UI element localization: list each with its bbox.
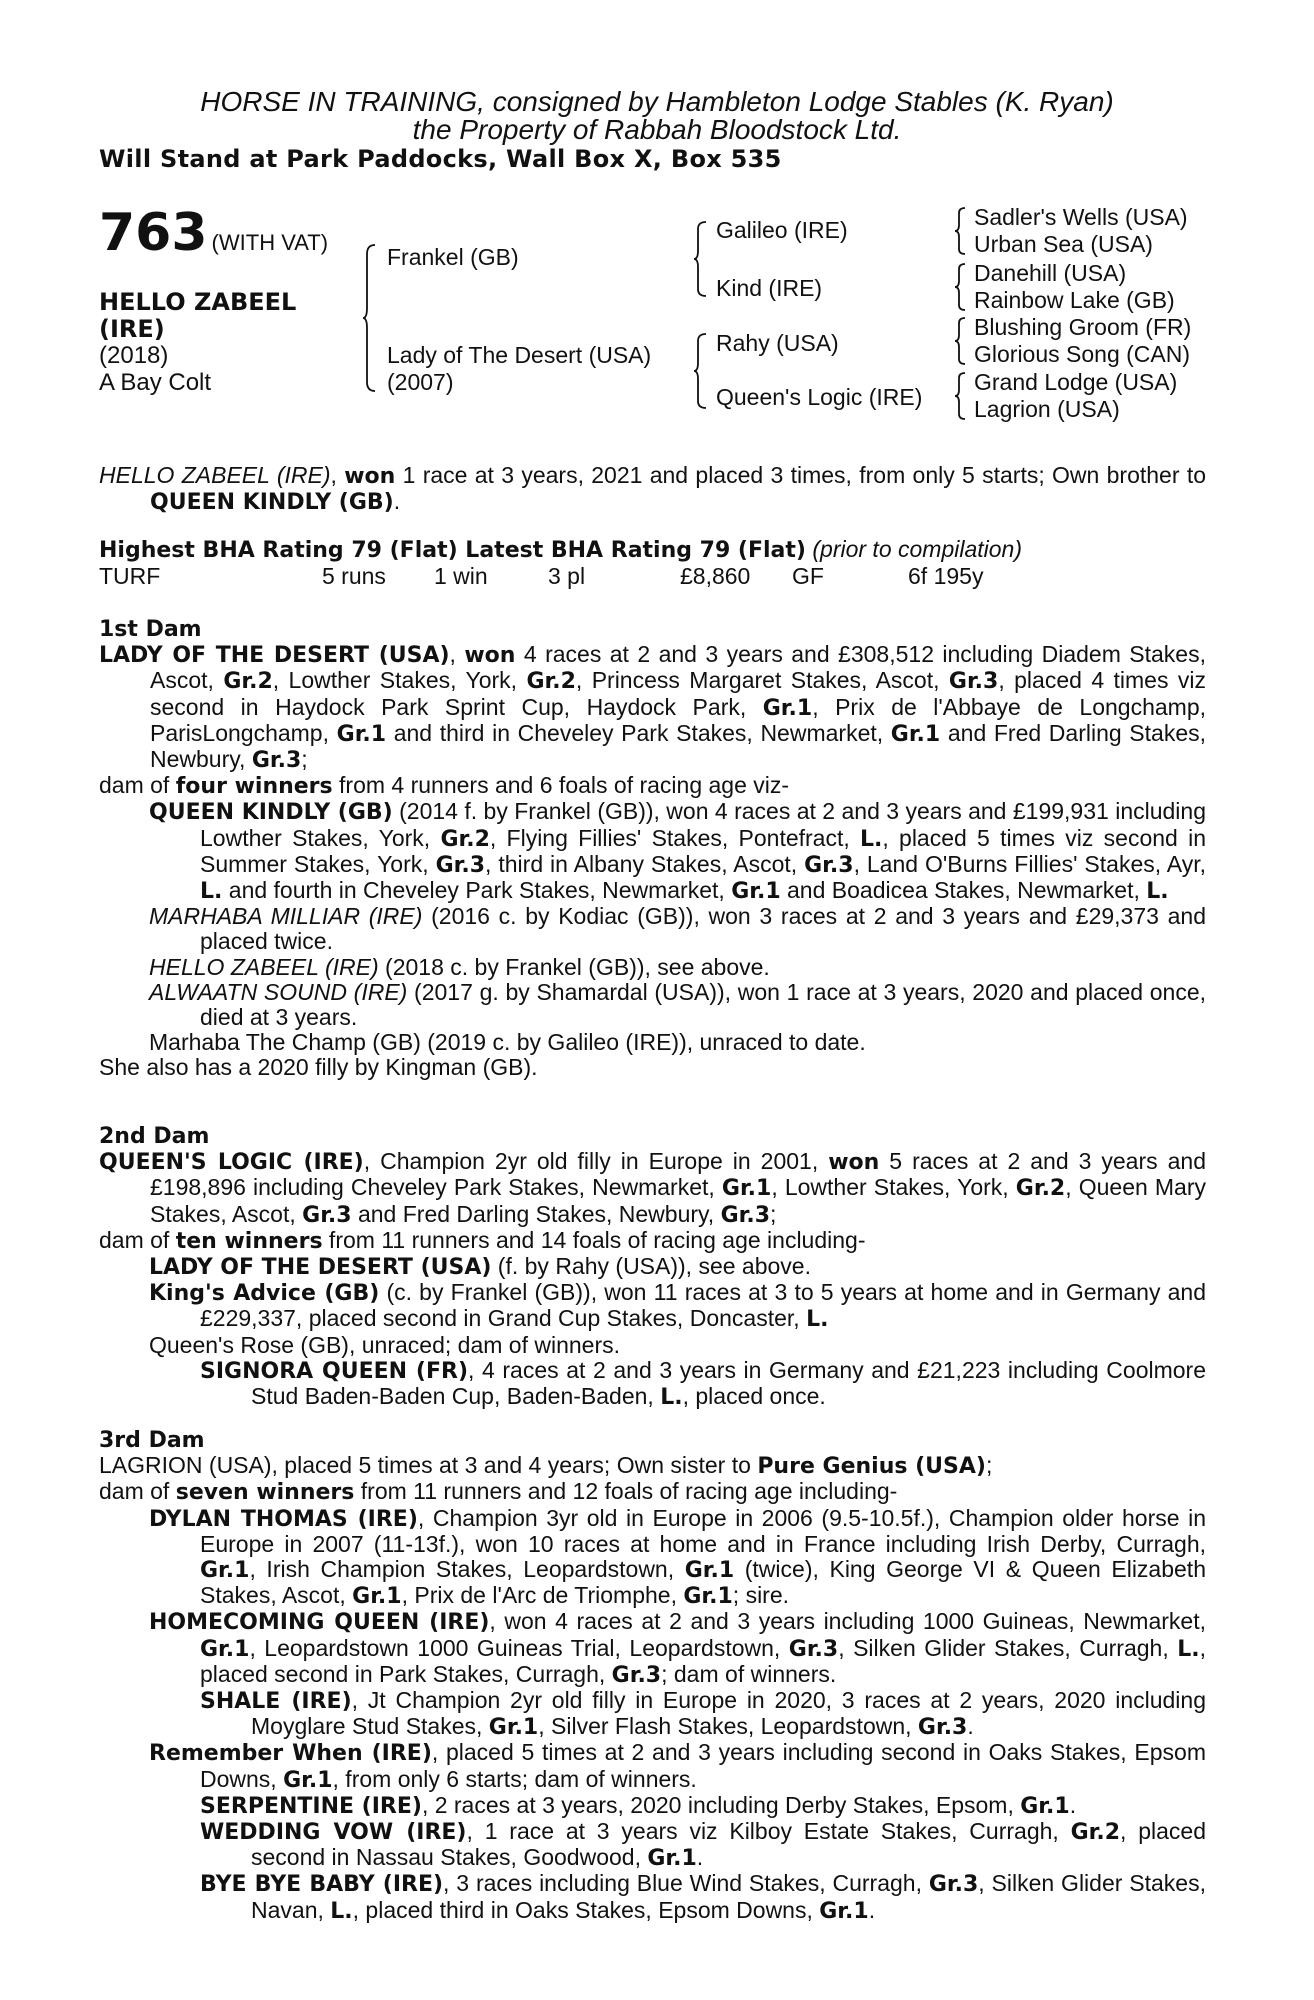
third-dam-record: LAGRION (USA), placed 5 times at 3 and 4 years; Own sister to Pure Genius (USA); [99, 1452, 993, 1480]
produce-shale: SHALE (IRE), Jt Champion 2yr old filly in Europe in 2020, 3 races at 2 years, 2020 including Moyglare Stud Stakes, Gr.1, Silver Flash Stakes, Leopardstown, Gr.3. [200, 1687, 1206, 1741]
vat-note: (WITH VAT) [211, 230, 329, 255]
rating-line: Highest BHA Rating 79 (Flat) Latest BHA Rating 79 (Flat) (prior to compilation) [99, 536, 1023, 563]
pedigree-g5: Blushing Groom (FR) [974, 314, 1192, 340]
first-dam-section [99, 617, 1206, 1081]
pedigree-g7: Grand Lodge (USA) [974, 369, 1178, 395]
pedigree-g1: Sadler's Wells (USA) [974, 204, 1188, 230]
horse-description: A Bay Colt [99, 369, 212, 396]
produce-queens-rose: Queen's Rose (GB), unraced; dam of winners. [149, 1331, 620, 1358]
produce-hello-zabeel: HELLO ZABEEL (IRE) (2018 c. by Frankel (GB)), see above. [149, 953, 770, 980]
summary-section [99, 463, 1206, 515]
stand-location: Will Stand at Park Paddocks, Wall Box X, Box 535 [99, 145, 782, 173]
pedigree-brace-dam [693, 333, 707, 409]
produce-queen-kindly: QUEEN KINDLY (GB) (2014 f. by Frankel (GB)), won 4 races at 2 and 3 years and £199,931 including Lowther Stakes, York, Gr.2, Flying Fillies' Stakes, Pontefract, L., placed 5 times viz second in Summer Stakes, York, Gr.3, third in Albany Stakes, Ascot, Gr.3, Land O'Burns Fillies' Stakes, Ayr, L. and fourth in Cheveley Park Stakes, Newmarket, Gr.1 and Boadicea Stakes, Newmarket, L. [149, 798, 1207, 905]
pedigree-sire: Frankel (GB) [387, 244, 519, 270]
race-wins: 1 win [434, 563, 488, 589]
produce-remember-when: Remember When (IRE), placed 5 times at 2 and 3 years including second in Oaks Stakes, Epsom Downs, Gr.1, from only 6 starts; dam of winners. [149, 1739, 1206, 1793]
summary-text: HELLO ZABEEL (IRE), won 1 race at 3 years, 2021 and placed 3 times, from only 5 starts; Own brother to QUEEN KINDLY (GB). [99, 462, 1206, 516]
second-dam-section [99, 1124, 1206, 1410]
produce-signora-queen: SIGNORA QUEEN (FR), 4 races at 2 and 3 years in Germany and £21,223 including Coolmore Stud Baden-Baden Cup, Baden-Baden, L., placed once. [200, 1356, 1206, 1411]
consignor-line: HORSE IN TRAINING, consigned by Hambleton Lodge Stables (K. Ryan) [200, 86, 1114, 117]
horse-year: (2018) [99, 342, 169, 369]
produce-lady-of-the-desert: LADY OF THE DESERT (USA) (f. by Rahy (USA)), see above. [149, 1253, 811, 1281]
pedigree-brace-g2 [954, 263, 966, 311]
race-placed: 3 pl [548, 563, 586, 589]
third-dam-section [99, 1428, 1206, 1924]
produce-bye-bye-baby: BYE BYE BABY (IRE), 3 races including Blue Wind Stakes, Curragh, Gr.3, Silken Glider Stakes, Navan, L., placed third in Oaks Stakes, Epsom Downs, Gr.1. [200, 1870, 1206, 1924]
first-dam-heading: 1st Dam [99, 617, 202, 642]
produce-kings-advice: King's Advice (GB) (c. by Frankel (GB)), won 11 races at 3 to 5 years at home and in Germany and £229,337, placed second in Grand Cup Stakes, Doncaster, L. [149, 1279, 1207, 1333]
pedigree-brace-g1 [954, 207, 966, 255]
race-going: GF [792, 563, 824, 589]
pedigree-g8: Lagrion (USA) [974, 396, 1120, 422]
first-dam-record: LADY OF THE DESERT (USA), won 4 races at 2 and 3 years and £308,512 including Diadem Stakes, Ascot, Gr.2, Lowther Stakes, York, Gr.2, Princess Margaret Stakes, Ascot, Gr.3, placed 4 times viz second in Haydock Park Sprint Cup, Haydock Park, Gr.1, Prix de l'Abbaye de Longchamp, ParisLongchamp, Gr.1 and third in Cheveley Park Stakes, Newmarket, Gr.1 and Fred Darling Stakes, Newbury, Gr.3; [99, 641, 1207, 774]
produce-wedding-vow: WEDDING VOW (IRE), 1 race at 3 years viz Kilboy Estate Stakes, Curragh, Gr.2, placed second in Nassau Stakes, Goodwood, Gr.1. [200, 1818, 1207, 1872]
property-line: the Property of Rabbah Bloodstock Ltd. [412, 114, 902, 145]
second-dam-produce-summary: dam of ten winners from 11 runners and 14 foals of racing age including- [99, 1226, 866, 1254]
race-record-line [99, 563, 983, 590]
pedigree-brace-main [362, 244, 376, 392]
pedigree-brace-g4 [954, 372, 966, 420]
race-distance: 6f 195y [908, 563, 984, 589]
pedigree-brace-sire [693, 221, 707, 297]
pedigree-dam-dam: Queen's Logic (IRE) [716, 384, 923, 410]
lot-number-value: 763 [99, 203, 208, 263]
pedigree-dam: Lady of The Desert (USA) [387, 342, 652, 368]
pedigree-g3: Danehill (USA) [974, 260, 1127, 286]
race-runs: 5 runs [322, 563, 386, 589]
race-surface: TURF [99, 563, 161, 589]
second-dam-heading: 2nd Dam [99, 1124, 210, 1149]
third-dam-produce-summary: dam of seven winners from 11 runners and 12 foals of racing age including- [99, 1478, 898, 1506]
third-dam-heading: 3rd Dam [99, 1428, 205, 1453]
race-earnings: £8,860 [680, 563, 751, 589]
pedigree-g2: Urban Sea (USA) [974, 231, 1153, 257]
pedigree-brace-g3 [954, 317, 966, 365]
horse-name: HELLO ZABEEL [99, 288, 297, 316]
produce-marhaba-the-champ: Marhaba The Champ (GB) (2019 c. by Galileo (IRE)), unraced to date. [149, 1029, 866, 1056]
pedigree-g4: Rainbow Lake (GB) [974, 287, 1175, 313]
rating-section [99, 537, 1206, 563]
lot-number [99, 205, 328, 271]
produce-homecoming-queen: HOMECOMING QUEEN (IRE), won 4 races at 2 and 3 years including 1000 Guineas, Newmarket, Gr.1, Leopardstown 1000 Guineas Trial, Leopardstown, Gr.3, Silken Glider Stakes, Curragh, L., placed second in Park Stakes, Curragh, Gr.3; dam of winners. [149, 1608, 1206, 1688]
second-dam-record: QUEEN'S LOGIC (IRE), Champion 2yr old filly in Europe in 2001, won 5 races at 2 and 3 years and £198,896 including Cheveley Park Stakes, Newmarket, Gr.1, Lowther Stakes, York, Gr.2, Queen Mary Stakes, Ascot, Gr.3 and Fred Darling Stakes, Newbury, Gr.3; [99, 1148, 1206, 1228]
produce-dylan-thomas: DYLAN THOMAS (IRE), Champion 3yr old in Europe in 2006 (9.5-10.5f.), Champion older horse in Europe in 2007 (11-13f.), won 10 races at home and in France including Irish Derby, Curragh, Gr.1, Irish Champion Stakes, Leopardstown, Gr.1 (twice), King George VI & Queen Elizabeth Stakes, Ascot, Gr.1, Prix de l'Arc de Triomphe, Gr.1; sire. [149, 1504, 1206, 1610]
pedigree-sire-sire: Galileo (IRE) [716, 217, 848, 243]
pedigree-sire-dam: Kind (IRE) [716, 275, 823, 301]
pedigree-dam-sire: Rahy (USA) [716, 330, 839, 356]
horse-country: (IRE) [99, 315, 165, 343]
produce-alwaatn-sound: ALWAATN SOUND (IRE) (2017 g. by Shamardal (USA)), won 1 race at 3 years, 2020 and placed once, died at 3 years. [149, 978, 1206, 1031]
pedigree-g6: Glorious Song (CAN) [974, 341, 1191, 367]
first-dam-produce-summary: dam of four winners from 4 runners and 6 foals of racing age viz- [99, 772, 790, 800]
produce-marhaba-milliar: MARHABA MILLIAR (IRE) (2016 c. by Kodiac (GB)), won 3 races at 2 and 3 years and £29,373 and placed twice. [149, 903, 1206, 955]
produce-serpentine: SERPENTINE (IRE), 2 races at 3 years, 2020 including Derby Stakes, Epsom, Gr.1. [200, 1791, 1077, 1819]
produce-2020-filly: She also has a 2020 filly by Kingman (GB). [99, 1054, 538, 1081]
pedigree-dam-year: (2007) [387, 369, 454, 395]
